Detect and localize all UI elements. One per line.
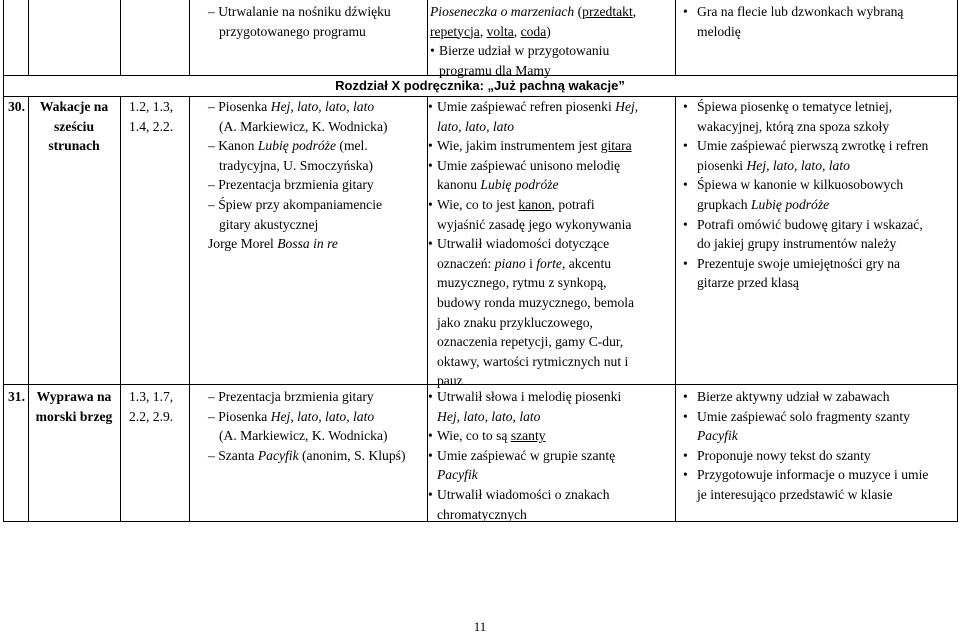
supra-item — [683, 387, 953, 407]
achievement-item — [437, 446, 672, 485]
text: oktawy, wartości rytmicznych nut i — [437, 353, 629, 369]
text: Potrafi omówić budowę gitary i wskazać, — [697, 216, 923, 232]
achievements-list — [437, 97, 672, 391]
song-title: Lubię podróże — [257, 138, 337, 154]
text: Szanta — [218, 447, 258, 463]
song-title: Hej, lato, lato, lato — [437, 408, 541, 424]
text: Śpiewa w kanonie w kilkuosobowych — [697, 177, 904, 193]
song-title: Lubię podróże — [480, 177, 559, 193]
achievement-item — [439, 41, 665, 80]
column-divider — [675, 96, 676, 522]
song-title: lato, lato, lato — [437, 118, 515, 134]
text: Proponuje nowy tekst do szanty — [697, 447, 871, 463]
column-divider — [427, 0, 428, 75]
text: , potrafi — [551, 196, 595, 212]
supra-item — [683, 446, 953, 466]
column-divider — [28, 0, 29, 75]
text: programu dla Mamy — [439, 62, 551, 78]
column-divider — [28, 96, 29, 522]
text: , — [632, 4, 637, 19]
text: Piosenka — [218, 99, 271, 114]
text: gitary akustycznej — [219, 216, 319, 232]
term-przedtakt: przedtakt — [582, 4, 633, 19]
achievement-item — [437, 136, 672, 156]
supra-list — [683, 97, 953, 293]
achievement-item — [437, 97, 672, 136]
text: Utrwalił wiadomości o znakach — [437, 486, 610, 502]
lesson-content — [208, 387, 420, 465]
song-title: Lubię podróże — [750, 196, 830, 212]
song-title: Pioseneczka o marzeniach — [430, 4, 575, 19]
text: budowy ronda muzycznego, bemola — [437, 294, 635, 310]
text: , — [479, 23, 487, 39]
supra-item — [683, 215, 953, 254]
text: kanonu — [437, 177, 481, 193]
song-title: Hej, — [615, 99, 639, 114]
supra-item — [683, 97, 953, 136]
text: Kanon — [218, 138, 258, 154]
text: grupkach — [697, 196, 751, 212]
text: ( — [577, 4, 583, 19]
column-divider — [189, 96, 190, 522]
text: Umie zaśpiewać solo fragmenty szanty — [697, 408, 910, 424]
lesson-title: Wyprawa na morski brzeg — [35, 389, 113, 424]
piece-title: Bossa in re — [277, 236, 338, 252]
term: piano — [494, 255, 526, 271]
page-number: 11 — [473, 619, 487, 634]
text: gitarze przed klasą — [697, 275, 799, 291]
song-title: Pacyfik — [437, 467, 478, 483]
song-title: Pacyfik — [697, 428, 738, 444]
term: szanty — [510, 428, 546, 444]
achievement-item — [437, 156, 672, 195]
achievement-item — [437, 195, 672, 234]
supra-item — [683, 254, 953, 293]
text: – Prezentacja brzmienia gitary — [208, 387, 420, 407]
curriculum-refs: 1.3, 1.7, 2.2, 2.9. — [129, 389, 174, 424]
text: Wie, jakim instrumentem jest — [437, 138, 601, 154]
term: gitara — [600, 138, 632, 154]
achievement-item — [437, 485, 672, 524]
term-coda: coda — [520, 23, 547, 39]
text: Prezentuje swoje umiejętności gry na — [697, 255, 901, 271]
column-divider — [120, 96, 121, 522]
song-title: Pacyfik — [257, 447, 299, 463]
top-row-achievements — [430, 2, 665, 80]
column-divider — [120, 0, 121, 75]
table-border — [957, 0, 958, 522]
text: (anonim, S. Klupś) — [298, 447, 406, 463]
text: Umie zaśpiewać unisono melodię — [437, 157, 621, 173]
text: Utrwalił wiadomości dotyczące — [437, 236, 610, 252]
term-repetycja: repetycja — [430, 23, 480, 39]
song-title: Hej, lato, lato, lato — [270, 99, 375, 114]
achievement-item — [437, 426, 672, 446]
text: Umie zaśpiewać w grupie szantę — [437, 447, 616, 463]
top-row-content — [208, 2, 420, 41]
text: (A. Markiewicz, K. Wodnicka) — [219, 428, 388, 444]
text: Wie, co to są — [437, 428, 511, 444]
table-border — [3, 0, 4, 522]
text: Piosenka — [218, 408, 271, 424]
song-title: Hej, lato, lato, lato — [746, 157, 850, 173]
text: chromatycznych — [437, 506, 527, 522]
text: oznaczeń: — [437, 255, 495, 271]
chapter-heading: Rozdział X podręcznika: „Już pachną wakacje” — [335, 78, 625, 93]
text: – Śpiew przy akompaniamencie — [208, 195, 420, 215]
term: forte — [536, 255, 562, 271]
text: (mel. — [336, 138, 368, 154]
supra-item — [683, 2, 953, 41]
column-divider — [675, 0, 676, 75]
text: pauz — [437, 373, 463, 389]
text: Przygotowuje informacje o muzyce i umie — [697, 467, 929, 483]
content-line: – Utrwalanie na nośniku dźwięku — [208, 2, 420, 22]
supra-item — [683, 175, 953, 214]
text: i — [525, 255, 537, 271]
text: Umie zaśpiewać refren piosenki — [437, 99, 616, 114]
text: jako znaku przykluczowego, — [437, 314, 593, 330]
supra-item — [683, 136, 953, 175]
song-title: Hej, lato, lato, lato — [270, 408, 375, 424]
supra-item — [683, 407, 953, 446]
text: , — [513, 23, 521, 39]
achievement-item — [437, 387, 672, 426]
text: – Prezentacja brzmienia gitary — [208, 175, 420, 195]
text: Umie zaśpiewać pierwszą zwrotkę i refren — [697, 138, 929, 154]
achievement-item — [437, 234, 672, 391]
text: (A. Markiewicz, K. Wodnicka) — [219, 118, 388, 134]
text: oznaczenia repetycji, gamy C-dur, — [437, 334, 624, 350]
text: Utrwalił słowa i melodię piosenki — [437, 389, 622, 404]
term-volta: volta — [486, 23, 514, 39]
text: Śpiewa piosenkę o tematyce letniej, — [697, 99, 893, 114]
text: piosenki — [697, 157, 747, 173]
lesson-title: Wakacje na sześciu strunach — [39, 99, 109, 154]
lesson-content — [208, 97, 420, 254]
lesson-number: 30. — [8, 99, 25, 114]
curriculum-refs: 1.2, 1.3, 1.4, 2.2. — [129, 99, 174, 134]
text: muzycznego, rytmu z synkopą, — [437, 275, 607, 291]
text: Bierze udział w przygotowaniu — [439, 43, 610, 59]
text: Wie, co to jest — [437, 196, 519, 212]
text: , akcentu — [561, 255, 612, 271]
text: ) — [546, 23, 551, 39]
supra-item — [683, 465, 953, 504]
text: wakacyjnej, którą zna spoza szkoły — [697, 118, 890, 134]
text: melodię — [697, 23, 741, 39]
text: do jakiej grupy instrumentów należy — [697, 236, 897, 252]
text: Gra na flecie lub dzwonkach wybraną — [697, 4, 904, 19]
text: tradycyjna, U. Smoczyńska) — [219, 157, 374, 173]
text: Jorge Morel — [208, 236, 278, 252]
text: wyjaśnić zasadę jego wykonywania — [437, 216, 632, 232]
supra-list — [683, 387, 953, 505]
lesson-number: 31. — [8, 389, 25, 404]
text: je interesująco przedstawić w klasie — [697, 486, 893, 502]
top-row-supra — [683, 2, 953, 41]
text: Bierze aktywny udział w zabawach — [697, 389, 890, 404]
term: kanon — [518, 196, 552, 212]
content-line: przygotowanego programu — [219, 23, 366, 39]
column-divider — [189, 0, 190, 75]
achievements-list — [437, 387, 672, 524]
